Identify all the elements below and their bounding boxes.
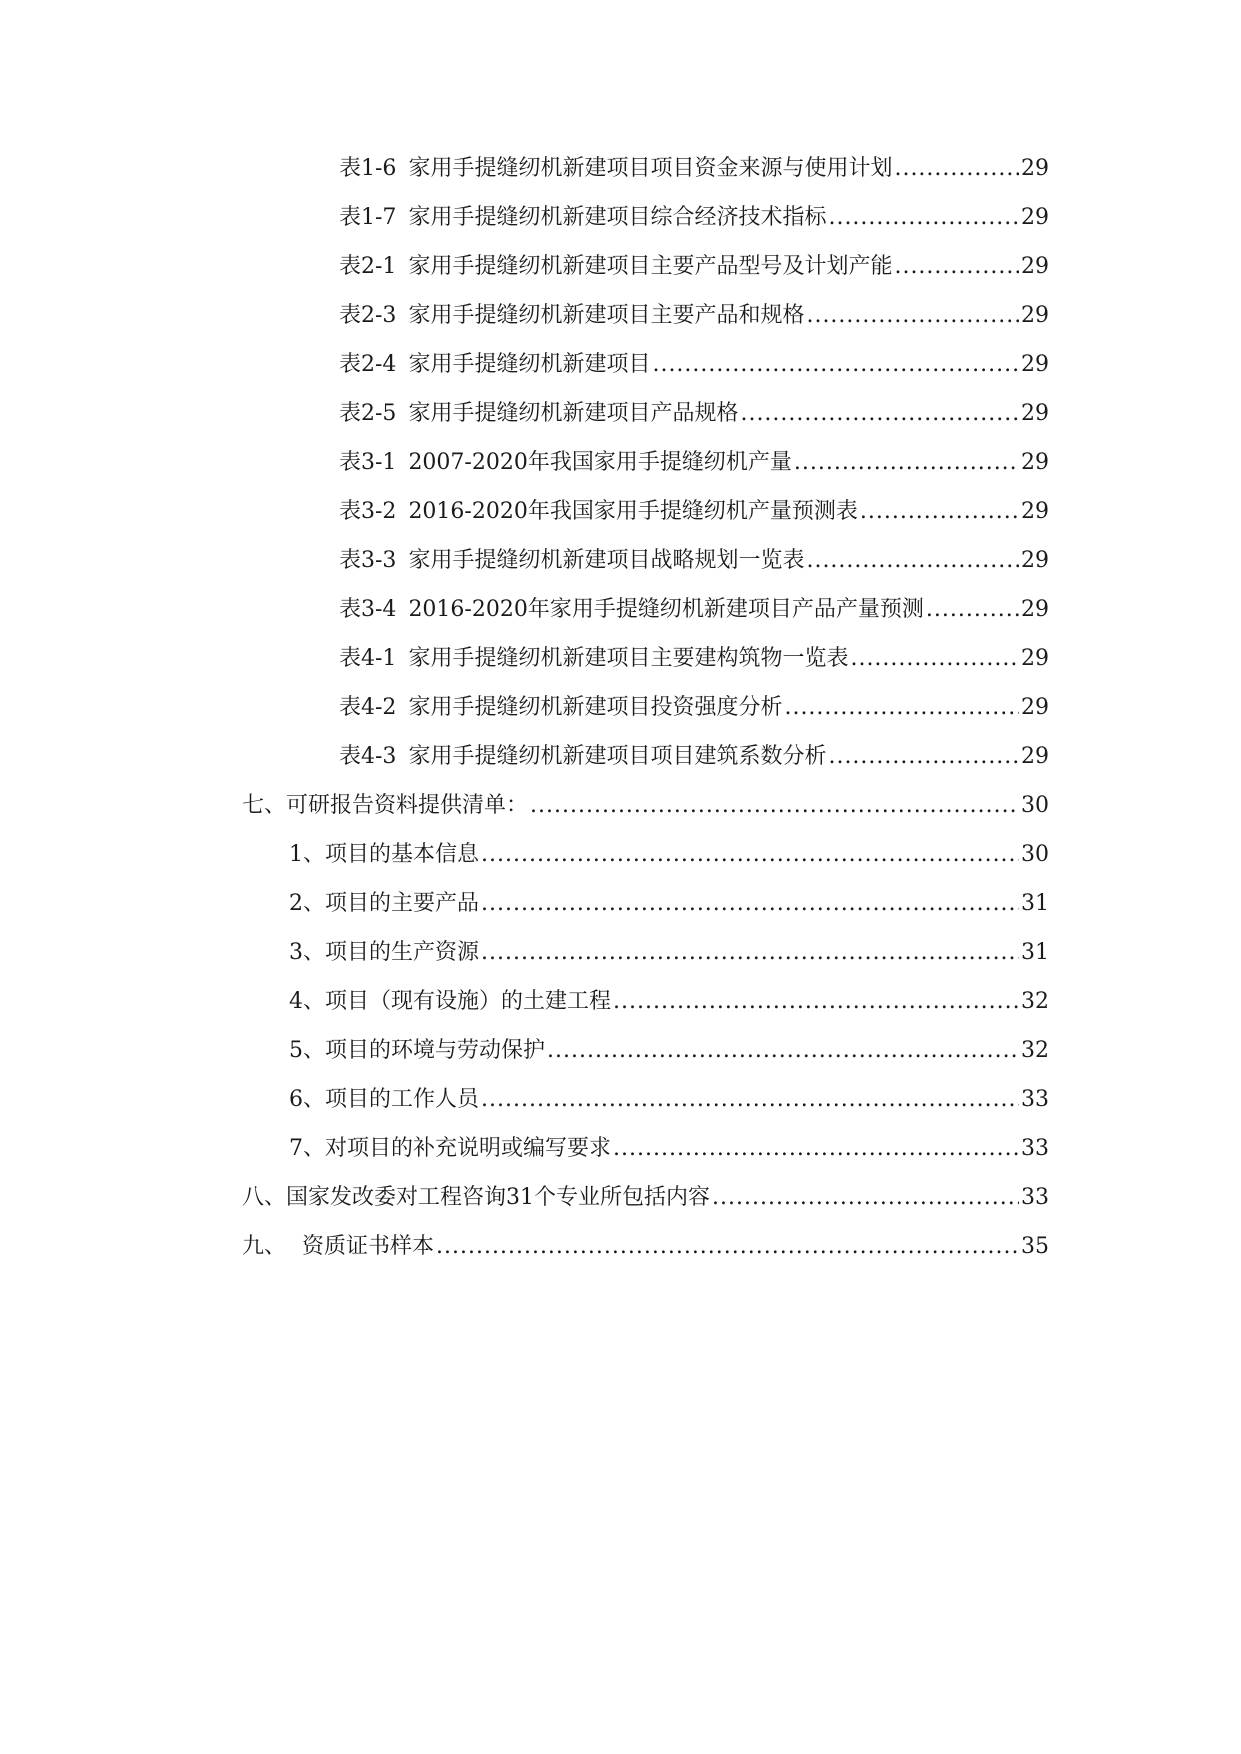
- toc-leader-dots: [652, 350, 1019, 380]
- toc-entry-number: 表3-4: [339, 597, 397, 622]
- toc-leader-dots: [613, 987, 1019, 1017]
- toc-entry-label: [289, 1085, 479, 1115]
- toc-entry[interactable]: [0, 203, 1049, 252]
- toc-entry[interactable]: [0, 987, 1049, 1036]
- toc-entry[interactable]: [0, 154, 1049, 203]
- toc-entry-title: 2007-2020年我国家用手提缝纫机产量: [408, 450, 792, 475]
- toc-entry-title: 2、项目的主要产品: [289, 891, 479, 916]
- toc-entry-number: 表3-1: [339, 450, 397, 475]
- toc-entry-title: 家用手提缝纫机新建项目主要产品和规格: [408, 303, 805, 328]
- toc-entry-page: 29: [1021, 254, 1049, 279]
- toc-entry[interactable]: [0, 595, 1049, 644]
- toc-entry[interactable]: [0, 1183, 1049, 1232]
- toc-entry-number: 表1-7: [339, 205, 397, 230]
- toc-entry[interactable]: [0, 1085, 1049, 1134]
- toc-entry-page: 29: [1021, 205, 1049, 230]
- toc-entry[interactable]: [0, 644, 1049, 693]
- toc-leader-dots: [712, 1183, 1019, 1213]
- toc-entry-title: 家用手提缝纫机新建项目综合经济技术指标: [408, 205, 827, 230]
- toc-entry-page: 29: [1021, 352, 1049, 377]
- toc-entry-page: 30: [1021, 793, 1049, 818]
- toc-entry-label: [339, 742, 826, 772]
- toc-entry-label: [339, 203, 826, 233]
- toc-entry-label: [242, 1232, 434, 1262]
- toc-entry-label: [339, 154, 892, 184]
- toc-entry-label: [339, 252, 892, 282]
- toc-entry-title: 5、项目的环境与劳动保护: [289, 1038, 545, 1063]
- toc-leader-dots: [894, 154, 1019, 184]
- table-of-contents: [0, 154, 1241, 1281]
- toc-entry-label: [339, 595, 924, 625]
- toc-entry-page: 33: [1021, 1087, 1049, 1112]
- toc-entry-page: 29: [1021, 548, 1049, 573]
- toc-entry-number: 表2-4: [339, 352, 397, 377]
- toc-leader-dots: [436, 1232, 1019, 1262]
- toc-entry[interactable]: [0, 938, 1049, 987]
- toc-entry-page: 29: [1021, 695, 1049, 720]
- toc-entry-label: [339, 693, 782, 723]
- toc-entry-label: [289, 889, 479, 919]
- toc-entry-number: 表4-3: [339, 744, 397, 769]
- toc-entry-title: 2016-2020年我国家用手提缝纫机产量预测表: [408, 499, 858, 524]
- toc-entry-label: [289, 987, 611, 1017]
- toc-entry-page: 29: [1021, 401, 1049, 426]
- toc-entry-label: [339, 399, 738, 429]
- toc-entry[interactable]: [0, 497, 1049, 546]
- toc-entry-page: 35: [1021, 1234, 1049, 1259]
- toc-entry[interactable]: [0, 448, 1049, 497]
- toc-entry-title: 七、可研报告资料提供清单：: [242, 793, 529, 818]
- toc-leader-dots: [784, 693, 1019, 723]
- toc-entry-number: 表4-1: [339, 646, 397, 671]
- toc-entry[interactable]: [0, 693, 1049, 742]
- toc-entry-page: 33: [1021, 1185, 1049, 1210]
- toc-leader-dots: [547, 1036, 1019, 1066]
- toc-entry-label: [339, 350, 650, 380]
- toc-entry-page: 29: [1021, 499, 1049, 524]
- toc-leader-dots: [740, 399, 1019, 429]
- toc-entry-number: 表2-5: [339, 401, 397, 426]
- toc-entry[interactable]: [0, 1134, 1049, 1183]
- toc-entry[interactable]: [0, 1232, 1049, 1281]
- toc-leader-dots: [850, 644, 1019, 674]
- toc-leader-dots: [894, 252, 1019, 282]
- toc-leader-dots: [806, 301, 1019, 331]
- toc-entry-title: 家用手提缝纫机新建项目战略规划一览表: [408, 548, 805, 573]
- toc-leader-dots: [794, 448, 1019, 478]
- toc-entry-number: 九、: [242, 1234, 287, 1259]
- toc-entry-number: 表2-3: [339, 303, 397, 328]
- toc-entry-page: 31: [1021, 891, 1049, 916]
- toc-entry-title: 1、项目的基本信息: [289, 842, 479, 867]
- toc-entry-number: 表2-1: [339, 254, 397, 279]
- toc-leader-dots: [530, 791, 1019, 821]
- toc-entry-title: 家用手提缝纫机新建项目主要产品型号及计划产能: [408, 254, 893, 279]
- toc-entry-number: 表3-3: [339, 548, 397, 573]
- toc-entry-title: 家用手提缝纫机新建项目项目建筑系数分析: [408, 744, 827, 769]
- toc-entry-label: [339, 497, 858, 527]
- toc-entry-page: 29: [1021, 597, 1049, 622]
- toc-entry-title: 家用手提缝纫机新建项目项目资金来源与使用计划: [408, 156, 893, 181]
- toc-entry-title: 7、对项目的补充说明或编写要求: [289, 1136, 611, 1161]
- toc-entry-title: 八、国家发改委对工程咨询31个专业所包括内容: [242, 1185, 710, 1210]
- toc-entry-page: 30: [1021, 842, 1049, 867]
- toc-entry-label: [339, 301, 804, 331]
- toc-entry[interactable]: [0, 840, 1049, 889]
- toc-leader-dots: [481, 889, 1019, 919]
- toc-entry-title: 家用手提缝纫机新建项目产品规格: [408, 401, 739, 426]
- toc-entry-label: [242, 791, 528, 821]
- toc-entry-title: 3、项目的生产资源: [289, 940, 479, 965]
- toc-entry-page: 29: [1021, 646, 1049, 671]
- toc-entry-label: [339, 546, 804, 576]
- toc-entry-title: 家用手提缝纫机新建项目: [408, 352, 651, 377]
- toc-entry-number: 表4-2: [339, 695, 397, 720]
- toc-entry-page: 33: [1021, 1136, 1049, 1161]
- toc-entry-label: [289, 840, 479, 870]
- toc-entry-label: [339, 644, 848, 674]
- toc-leader-dots: [926, 595, 1019, 625]
- toc-entry-page: 32: [1021, 1038, 1049, 1063]
- toc-entry[interactable]: [0, 399, 1049, 448]
- toc-leader-dots: [481, 938, 1019, 968]
- toc-entry-page: 31: [1021, 940, 1049, 965]
- toc-entry-title: 家用手提缝纫机新建项目投资强度分析: [408, 695, 783, 720]
- toc-entry-number: 表3-2: [339, 499, 397, 524]
- toc-leader-dots: [613, 1134, 1019, 1164]
- toc-leader-dots: [481, 1085, 1019, 1115]
- toc-leader-dots: [806, 546, 1019, 576]
- toc-entry[interactable]: [0, 742, 1049, 791]
- toc-leader-dots: [860, 497, 1019, 527]
- toc-entry[interactable]: [0, 1036, 1049, 1085]
- toc-entry-title: 家用手提缝纫机新建项目主要建构筑物一览表: [408, 646, 849, 671]
- toc-entry-page: 29: [1021, 156, 1049, 181]
- toc-entry-label: [289, 1134, 611, 1164]
- toc-entry-page: 29: [1021, 450, 1049, 475]
- toc-entry-label: [289, 1036, 545, 1066]
- toc-entry[interactable]: [0, 546, 1049, 595]
- toc-entry[interactable]: [0, 350, 1049, 399]
- toc-entry-page: 32: [1021, 989, 1049, 1014]
- toc-entry[interactable]: [0, 301, 1049, 350]
- toc-entry-title: 6、项目的工作人员: [289, 1087, 479, 1112]
- toc-entry[interactable]: [0, 791, 1049, 840]
- toc-entry-label: [289, 938, 479, 968]
- toc-entry-title: 资质证书样本: [302, 1234, 435, 1259]
- toc-entry-number: 表1-6: [339, 156, 397, 181]
- toc-entry-title: 2016-2020年家用手提缝纫机新建项目产品产量预测: [408, 597, 924, 622]
- toc-entry-label: [339, 448, 792, 478]
- toc-leader-dots: [828, 203, 1019, 233]
- toc-entry-title: 4、项目（现有设施）的土建工程: [289, 989, 611, 1014]
- toc-entry-page: 29: [1021, 744, 1049, 769]
- toc-leader-dots: [481, 840, 1019, 870]
- toc-leader-dots: [828, 742, 1019, 772]
- toc-entry[interactable]: [0, 889, 1049, 938]
- toc-entry-page: 29: [1021, 303, 1049, 328]
- toc-entry[interactable]: [0, 252, 1049, 301]
- toc-entry-label: [242, 1183, 710, 1213]
